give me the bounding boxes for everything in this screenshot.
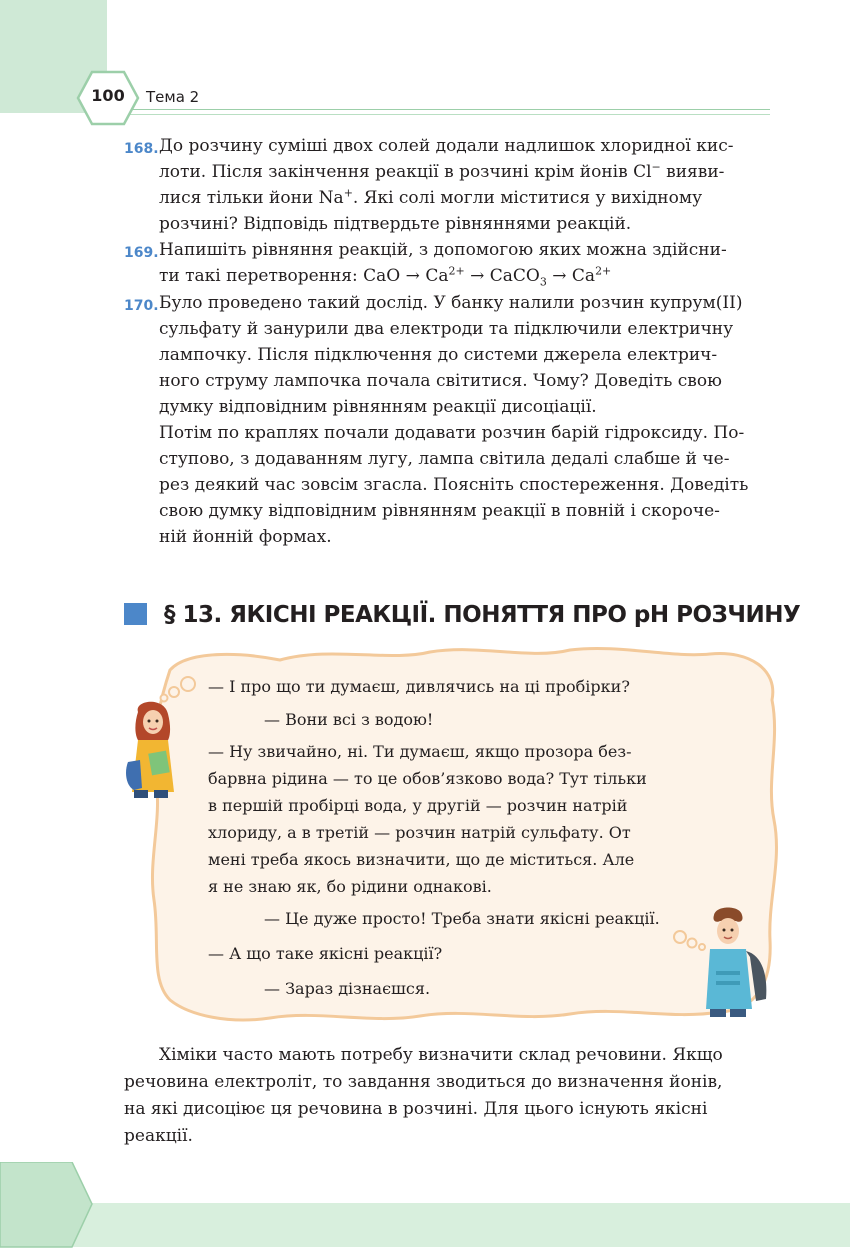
sodium-ion: Na+ <box>318 186 353 208</box>
task-text: ти такі перетворення: <box>159 266 358 286</box>
dialog-line: — Ну звичайно, ні. Ти думаєш, якщо прозора без- <box>208 742 632 761</box>
task-text: . Які солі могли міститися у вихідному <box>352 188 703 208</box>
dialog-line: — А що таке якісні реакції? <box>208 944 443 963</box>
body-paragraph <box>124 1042 774 1150</box>
task-number: 168. <box>124 141 159 157</box>
girl-illustration <box>124 700 184 800</box>
task-line: Було проведено такий дослід. У банку налили розчин купрум(II) <box>159 293 743 313</box>
task-text: лися тільки йони <box>159 188 314 208</box>
task-170 <box>124 290 774 550</box>
chloride-ion: Cl− <box>633 160 661 182</box>
bottom-band <box>0 1203 850 1247</box>
task-169 <box>124 237 774 289</box>
body-line: Хіміки часто мають потребу визначити склад речовини. Якщо <box>159 1045 723 1065</box>
task-line <box>124 185 774 211</box>
body-line: на які дисоціює ця речовина в розчині. Для цього існують якісні <box>124 1099 708 1119</box>
dialog-line: — Вони всі з водою! <box>264 710 434 729</box>
task-line: До розчину суміші двох солей додали надлишок хлоридної кис- <box>159 136 734 156</box>
body-line: речовина електроліт, то завдання зводиться до визначення йонів, <box>124 1072 723 1092</box>
task-line: Потім по краплях почали додавати розчин барій гідроксиду. По- <box>159 423 745 443</box>
task-line: сульфату й занурили два електроди та підключили електричну <box>159 319 734 339</box>
dialog-line: я не знаю як, бо рідини однакові. <box>208 877 492 896</box>
dialog-line: мені треба якось визначити, що де міститься. Але <box>208 850 635 869</box>
task-line: думку відповідним рівнянням реакції дисоціації. <box>159 397 597 417</box>
task-line <box>124 159 774 185</box>
task-text: лоти. Після закінчення реакції в розчині крім йонів <box>159 162 628 182</box>
dialog-line: — Зараз дізнаєшся. <box>264 979 431 998</box>
topic-label: Тема 2 <box>146 88 200 106</box>
body-line: реакції. <box>124 1126 193 1146</box>
task-number: 170. <box>124 298 159 314</box>
task-line <box>124 263 774 289</box>
dialog-line: — І про що ти думаєш, дивлячись на ці пробірки? <box>208 677 630 696</box>
task-line: Напишіть рівняння реакцій, з допомогою яких можна здійсни- <box>159 240 727 260</box>
task-line: ній йонній формах. <box>159 527 332 547</box>
dialog-line: барвна рідина — то це обов’язково вода? Тут тільки <box>208 769 647 788</box>
task-line: рез деякий час зовсім згасла. Поясніть спостереження. Доведіть <box>159 475 749 495</box>
transformation-scheme: CaO → $Ca^{2+}$ → CaCO$_3$ → $Ca^{2+}$ <box>363 264 612 289</box>
boy-illustration <box>696 905 776 1017</box>
task-line: свою думку відповідним рівнянням реакції в повній і скороче- <box>159 501 720 521</box>
task-text: вияви- <box>666 162 725 182</box>
task-line: лампочку. Після підключення до системи джерела електрич- <box>159 345 718 365</box>
task-168 <box>124 133 774 237</box>
bottom-tab-decoration <box>0 1162 100 1248</box>
task-line: розчині? Відповідь підтвердьте рівняннями реакцій. <box>159 214 632 234</box>
task-line: ступово, з додаванням лугу, лампа світила дедалі слабше й че- <box>159 449 730 469</box>
header-rule <box>130 109 770 110</box>
section-title: § 13. ЯКІСНІ РЕАКЦІЇ. ПОНЯТТЯ ПРО pH РОЗЧИНУ <box>164 602 801 628</box>
page-number: 100 <box>91 86 125 105</box>
section-marker <box>124 603 147 625</box>
dialog-line: в першій пробірці вода, у другій — розчин натрій <box>208 796 628 815</box>
task-number: 169. <box>124 245 159 261</box>
task-line: ного струму лампочка почала світитися. Чому? Доведіть свою <box>159 371 722 391</box>
header-rule-thin <box>130 114 770 115</box>
dialog-line: — Це дуже просто! Треба знати якісні реакції. <box>264 909 660 928</box>
dialog-line: хлориду, а в третій — розчин натрій сульфату. От <box>208 823 631 842</box>
